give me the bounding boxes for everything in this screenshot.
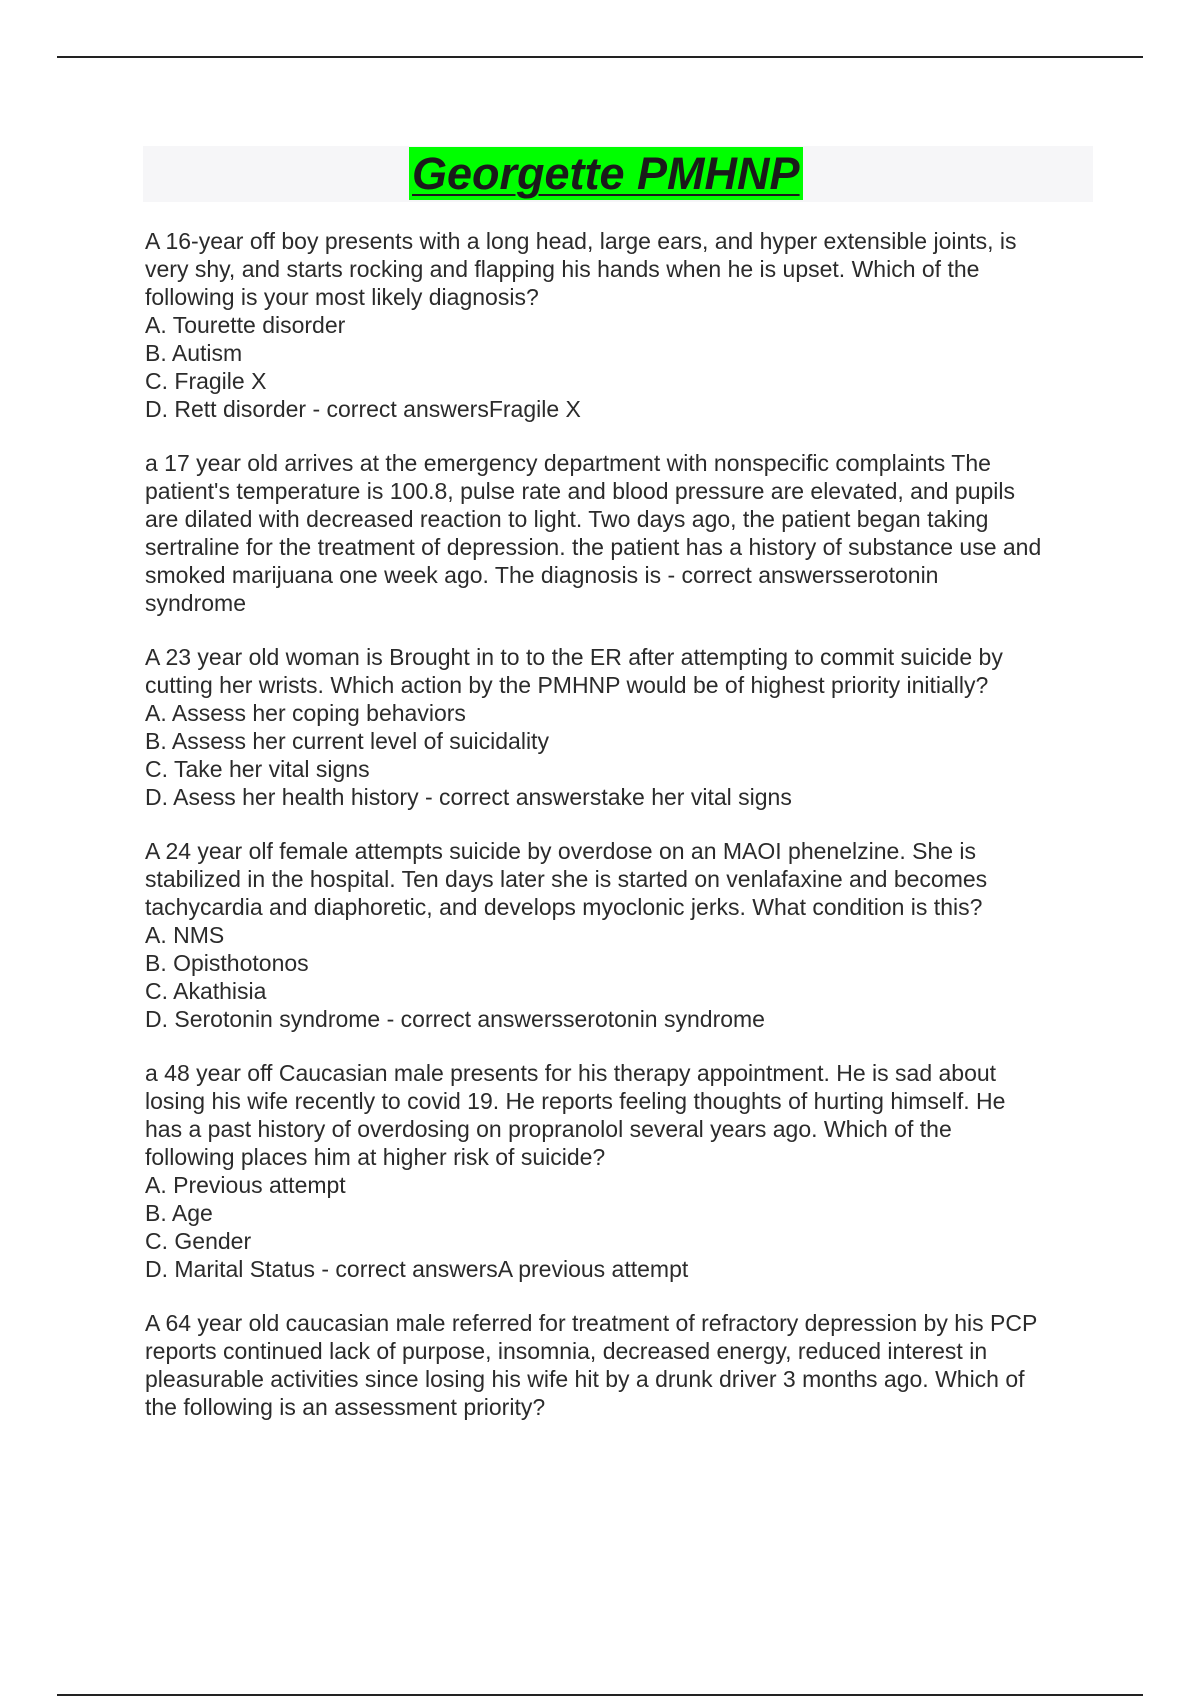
question-line: tachycardia and diaphoretic, and develops myoclonic jerks. What condition is this? [145,894,983,920]
question-line: losing his wife recently to covid 19. He reports feeling thoughts of hurting himself. He [145,1088,1006,1114]
answer-option: A. Tourette disorder [145,312,346,338]
question-line: very shy, and starts rocking and flapping his hands when he is upset. Which of the [145,256,980,282]
answer-option: D. Rett disorder - correct answersFragile X [145,396,581,422]
answer-option: A. Assess her coping behaviors [145,700,466,726]
question-line: stabilized in the hospital. Ten days later she is started on venlafaxine and becomes [145,866,988,892]
answer-option: B. Age [145,1200,213,1226]
answer-option: B. Autism [145,340,243,366]
answer-option: D. Marital Status - correct answersA previous attempt [145,1256,689,1282]
question-line: reports continued lack of purpose, insomnia, decreased energy, reduced interest in [145,1338,988,1364]
document-title: Georgette PMHNP [409,147,803,200]
question-line: A 24 year olf female attempts suicide by overdose on an MAOI phenelzine. She is [145,838,977,864]
question-line: sertraline for the treatment of depression. the patient has a history of substance use and [145,534,1042,560]
answer-option: C. Akathisia [145,978,267,1004]
question-line: A 23 year old woman is Brought in to to the ER after attempting to commit suicide by [145,644,1003,670]
question-line: a 48 year off Caucasian male presents for his therapy appointment. He is sad about [145,1060,997,1086]
question-5 [145,1059,1095,1283]
question-list [145,227,1095,1447]
answer-option: B. Assess her current level of suicidality [145,728,549,754]
answer-option: C. Gender [145,1228,252,1254]
question-2 [145,449,1095,617]
answer-option: D. Asess her health history - correct answerstake her vital signs [145,784,792,810]
question-line: patient's temperature is 100.8, pulse rate and blood pressure are elevated, and pupils [145,478,1016,504]
question-line: a 17 year old arrives at the emergency department with nonspecific complaints The [145,450,991,476]
question-line: A 16-year off boy presents with a long head, large ears, and hyper extensible joints, is [145,228,1017,254]
question-1 [145,227,1095,423]
answer-option: A. NMS [145,922,225,948]
question-line: following places him at higher risk of suicide? [145,1144,606,1170]
question-line: syndrome [145,590,246,616]
question-line: are dilated with decreased reaction to light. Two days ago, the patient began taking [145,506,989,532]
question-line: has a past history of overdosing on propranolol several years ago. Which of the [145,1116,952,1142]
question-line: following is your most likely diagnosis? [145,284,539,310]
question-line: pleasurable activities since losing his wife hit by a drunk driver 3 months ago. Which of [145,1366,1025,1392]
answer-option: A. Previous attempt [145,1172,346,1198]
answer-option: C. Fragile X [145,368,267,394]
answer-option: D. Serotonin syndrome - correct answersserotonin syndrome [145,1006,765,1032]
answer-option: B. Opisthotonos [145,950,309,976]
question-line: A 64 year old caucasian male referred for treatment of refractory depression by his PCP [145,1310,1038,1336]
bottom-rule [57,1694,1143,1696]
question-line: cutting her wrists. Which action by the PMHNP would be of highest priority initially? [145,672,989,698]
top-rule [57,56,1143,58]
question-line: the following is an assessment priority? [145,1394,546,1420]
question-line: smoked marijuana one week ago. The diagnosis is - correct answersserotonin [145,562,939,588]
question-4 [145,837,1095,1033]
answer-option: C. Take her vital signs [145,756,370,782]
question-3 [145,643,1095,811]
question-6 [145,1309,1095,1421]
